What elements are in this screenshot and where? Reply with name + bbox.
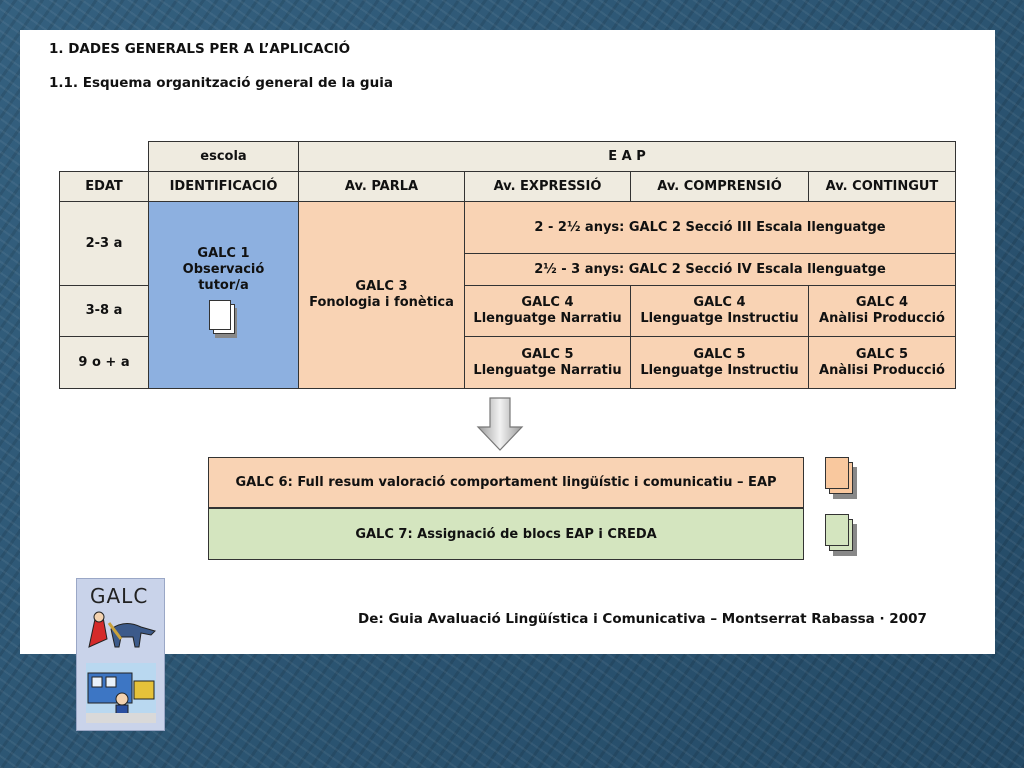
galc7-box: GALC 7: Assignació de blocs EAP i CREDA	[208, 508, 804, 560]
logo-bus-scene-illustration	[86, 663, 156, 723]
section-heading: 1. DADES GENERALS PER A L’APLICACIÓ	[49, 41, 351, 57]
galc4-narratiu	[465, 286, 631, 337]
galc5-produccio	[809, 337, 956, 389]
galc4-narratiu-sub: Llenguatge Narratiu	[473, 311, 622, 326]
galc3-title: GALC 3	[355, 279, 408, 294]
galc4-narratiu-title: GALC 4	[521, 295, 574, 310]
galc1-title: GALC 1	[197, 245, 250, 261]
galc4-produccio	[809, 286, 956, 337]
galc5-produccio-sub: Anàlisi Producció	[819, 362, 945, 378]
down-arrow-icon	[476, 397, 524, 452]
empty-corner	[60, 142, 149, 172]
col-header-identificacio: IDENTIFICACIÓ	[149, 172, 299, 202]
header-eap: E A P	[299, 142, 956, 172]
green-document-stack-icon	[823, 514, 859, 558]
galc1-line1: Observació	[182, 261, 265, 277]
galc4-produccio-title: GALC 4	[855, 295, 909, 310]
age-2-3: 2-3 a	[60, 202, 149, 286]
galc2-section-iv: 2½ - 3 anys: GALC 2 Secció IV Escala llenguatge	[465, 254, 956, 286]
header-escola: escola	[149, 142, 299, 172]
slide	[20, 30, 995, 654]
galc5-narratiu-title: GALC 5	[521, 346, 574, 362]
galc4-produccio-sub: Anàlisi Producció	[819, 311, 945, 326]
galc5-instructiu-title: GALC 5	[693, 346, 746, 362]
galc5-narratiu	[465, 337, 631, 389]
galc4-instructiu-title: GALC 4	[693, 295, 746, 310]
source-credit: De: Guia Avaluació Lingüística i Comunicativa – Montserrat Rabassa · 2007	[358, 611, 927, 627]
galc1-cell	[149, 202, 299, 389]
galc3-cell	[299, 202, 465, 389]
subsection-heading: 1.1. Esquema organització general de la guia	[49, 75, 393, 91]
galc5-instructiu-sub: Llenguatge Instructiu	[640, 362, 799, 378]
guide-organization-table	[59, 141, 956, 389]
col-header-comprensio: Av. COMPRENSIÓ	[631, 172, 809, 202]
document-icon	[207, 300, 241, 340]
col-header-parla: Av. PARLA	[299, 172, 465, 202]
galc6-box: GALC 6: Full resum valoració comportament lingüístic i comunicatiu – EAP	[208, 457, 804, 508]
galc3-line1: Fonologia i fonètica	[309, 295, 454, 310]
age-3-8: 3-8 a	[60, 286, 149, 337]
galc5-produccio-title: GALC 5	[855, 346, 909, 362]
galc5-instructiu	[631, 337, 809, 389]
galc5-narratiu-sub: Llenguatge Narratiu	[473, 362, 622, 378]
galc1-line2: tutor/a	[198, 277, 249, 293]
galc-logo	[76, 578, 165, 731]
col-header-expressio: Av. EXPRESSIÓ	[465, 172, 631, 202]
galc2-section-iii: 2 - 2½ anys: GALC 2 Secció III Escala llenguatge	[465, 202, 956, 254]
age-9-plus: 9 o + a	[60, 337, 149, 389]
galc4-instructiu	[631, 286, 809, 337]
col-header-edat: EDAT	[60, 172, 149, 202]
logo-text: GALC	[90, 584, 149, 608]
peach-document-stack-icon	[823, 457, 859, 501]
logo-characters-illustration	[81, 609, 161, 651]
galc4-instructiu-sub: Llenguatge Instructiu	[640, 311, 799, 326]
col-header-contingut: Av. CONTINGUT	[809, 172, 956, 202]
